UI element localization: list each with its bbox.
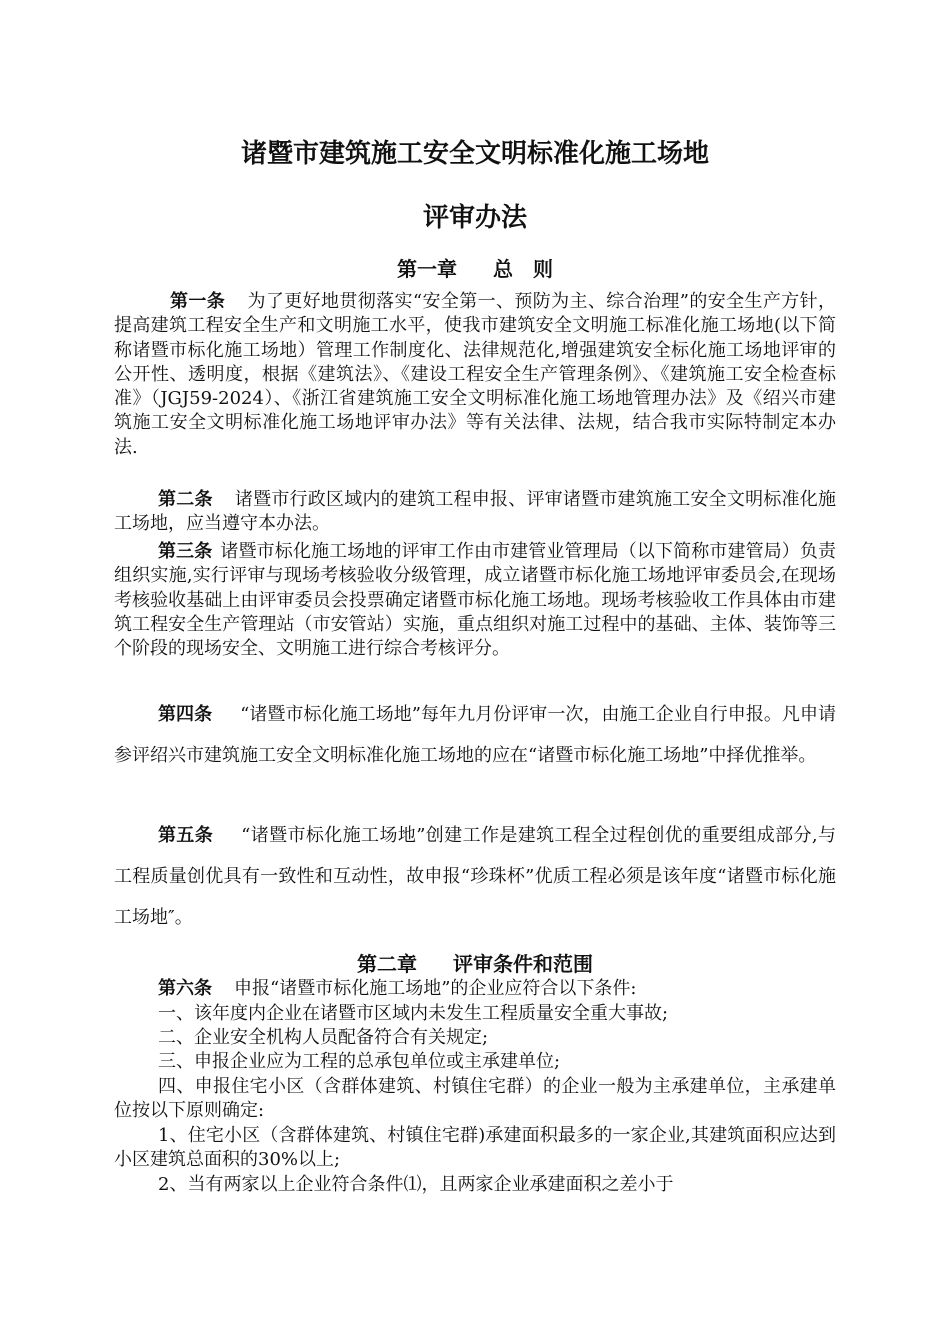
article-text: “诸暨市标化施工场地”创建工作是建筑工程全过程创优的重要组成部分,与工程质量创优具有一致性和互动性，故申报“珍珠杯”优质工程必须是该年度“诸暨市标化施工场地″。 [114, 825, 836, 928]
article-label: 第二条 [158, 489, 213, 510]
list-item: 一、该年度内企业在诸暨市区域内未发生工程质量安全重大事故; [158, 1003, 669, 1024]
chapter-number: 第二章 [357, 952, 417, 976]
chapter-heading-1 [0, 253, 950, 282]
article-1 [114, 290, 836, 460]
chapter-title: 评审条件和范围 [453, 952, 593, 976]
article-label: 第六条 [158, 978, 212, 999]
list-item: 1、住宅小区（含群体建筑、村镇住宅群)承建面积最多的一家企业,其建筑面积应达到小区建筑总面积的30%以上; [114, 1125, 836, 1171]
article-3 [114, 540, 836, 661]
article-label: 第五条 [158, 825, 214, 846]
chapter-heading-2 [0, 948, 950, 977]
article-text: 为了更好地贯彻落实“安全第一、预防为主、综合治理”的安全生产方针，提高建筑工程安全生产和文明施工水平，使我市建筑安全文明施工标准化施工场地(以下简称诸暨市标化施工场地）管理工作制度化、法律规范化,增强建筑安全标化施工场地评审的公开性、透明度，根据《建筑法》、《建设工程安全生产管理条例》、《建筑施工安全检查标准》（JGJ59-2024）、《浙江省建筑施工安全文明标准化施工场地管理办法》及《绍兴市建筑施工安全文明标准化施工场地评审办法》等有关法律、法规，结合我市实际特制定本办法. [114, 291, 837, 458]
article-text: “诸暨市标化施工场地”每年九月份评审一次，由施工企业自行申报。凡申请参评绍兴市建筑施工安全文明标准化施工场地的应在“诸暨市标化施工场地”中择优推举。 [114, 704, 837, 766]
article-5 [114, 815, 836, 938]
chapter-number: 第一章 [397, 257, 457, 281]
article-label: 第三条 [158, 541, 213, 562]
article-text: 申报“诸暨市标化施工场地”的企业应符合以下条件: [234, 978, 637, 999]
article-6 [114, 977, 836, 1001]
article-4 [114, 694, 836, 776]
article-2 [114, 488, 836, 537]
document-subtitle: 评审办法 [422, 203, 527, 233]
article-label: 第一条 [170, 291, 226, 312]
article-text: 诸暨市标化施工场地的评审工作由市建管业管理局（以下简称市建管局）负责组织实施,实行评审与现场考核验收分级管理，成立诸暨市标化施工场地评审委员会,在现场考核验收基础上由评审委员会投票确定诸暨市标化施工场地。现场考核验收工作具体由市建筑工程安全生产管理站（市安管站）实施，重点组织对施工过程中的基础、主体、装饰等三个阶段的现场安全、文明施工进行综合考核评分。 [114, 541, 837, 660]
article-label: 第四条 [158, 704, 213, 725]
list-item: 2、当有两家以上企业符合条件⑴，且两家企业承建面积之差小于 [158, 1174, 674, 1195]
article-text: 诸暨市行政区域内的建筑工程申报、评审诸暨市建筑施工安全文明标准化施工场地，应当遵守本办法。 [114, 489, 837, 535]
chapter-title: 总 则 [493, 257, 553, 281]
list-item: 三、申报企业应为工程的总承包单位或主承建单位; [158, 1051, 561, 1072]
list-item: 四、申报住宅小区（含群体建筑、村镇住宅群）的企业一般为主承建单位，主承建单位按以下原则确定: [114, 1076, 836, 1122]
list-item: 二、企业安全机构人员配备符合有关规定; [158, 1027, 489, 1048]
document-title: 诸暨市建筑施工安全文明标准化施工场地 [240, 139, 709, 169]
